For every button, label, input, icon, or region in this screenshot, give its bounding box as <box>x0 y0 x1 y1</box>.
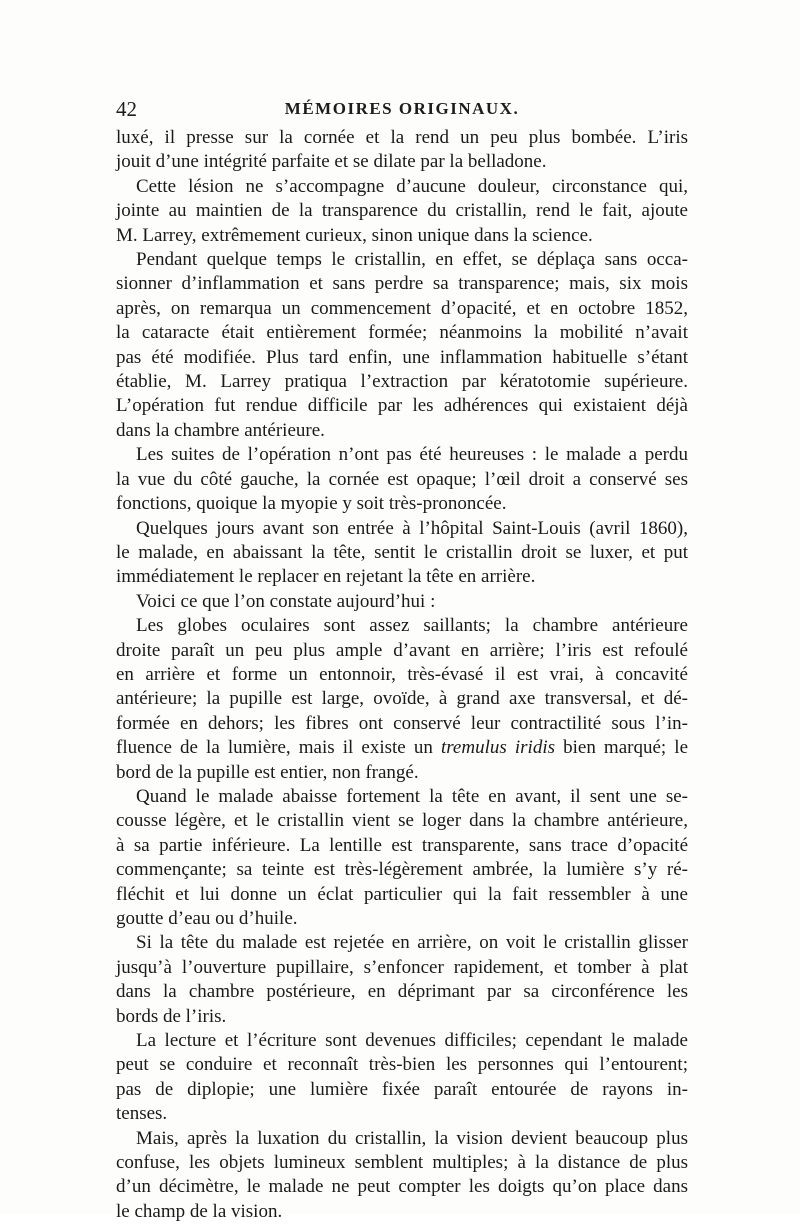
text-line: confuse, les objets lumineux semblent multiples; à la distance de plus <box>116 1152 688 1174</box>
text-line: après, on remarqua un commencement d’opacité, et en octobre 1852, <box>116 297 688 319</box>
paragraph <box>116 931 688 1029</box>
text-line: M. Larrey, extrêmement curieux, sinon unique dans la science. <box>116 224 593 246</box>
text-line: Les globes oculaires sont assez saillants; la chambre antérieure <box>136 615 688 637</box>
text-line: droite paraît un peu plus ample d’avant en arrière; l’iris est refoulé <box>116 639 688 661</box>
text-line: Pendant quelque temps le cristallin, en effet, se déplaça sans occa- <box>136 249 688 271</box>
paragraph <box>116 248 688 443</box>
text-line: La lecture et l’écriture sont devenues difficiles; cependant le malade <box>136 1030 688 1052</box>
text-line: pas de diplopie; une lumière fixée paraît entourée de rayons in- <box>116 1078 688 1100</box>
paragraph <box>116 126 688 175</box>
text-line: à sa partie inférieure. La lentille est transparente, sans trace d’opacité <box>116 834 688 856</box>
text-line: jusqu’à l’ouverture pupillaire, s’enfoncer rapidement, et tomber à plat <box>116 956 688 978</box>
paragraph <box>116 517 688 590</box>
paragraph <box>116 443 688 516</box>
text-line: d’un décimètre, le malade ne peut compter les doigts qu’on place dans <box>116 1176 688 1198</box>
text-line: Voici ce que l’on constate aujourd’hui : <box>136 590 436 612</box>
text-line: jouit d’une intégrité parfaite et se dilate par la belladone. <box>116 151 547 173</box>
text-segment: fluence de la lumière, mais il existe un <box>116 737 433 759</box>
paragraph <box>116 1127 688 1224</box>
text-line: Quand le malade abaisse fortement la tête en avant, il sent une se- <box>136 785 688 807</box>
paragraph <box>116 614 688 785</box>
text-line: cousse légère, et le cristallin vient se loger dans la chambre antérieure, <box>116 810 688 832</box>
text-line: Les suites de l’opération n’ont pas été heureuses : le malade a perdu <box>136 444 688 466</box>
text-line: tenses. <box>116 1103 168 1125</box>
text-line: pas été modifiée. Plus tard enfin, une inflammation habituelle s’étant <box>116 346 688 368</box>
paragraph <box>116 590 688 614</box>
text-line: antérieure; la pupille est large, ovoïde, à grand axe transversal, et dé- <box>116 688 688 710</box>
page-header <box>116 94 688 124</box>
text-line: la vue du côté gauche, la cornée est opaque; l’œil droit a conservé ses <box>116 468 688 490</box>
text-line: jointe au maintien de la transparence du cristallin, rend le fait, ajoute <box>116 200 688 222</box>
text-line: immédiatement le replacer en rejetant la tête en arrière. <box>116 566 536 588</box>
text-line: goutte d’eau ou d’huile. <box>116 908 298 929</box>
page-number: 42 <box>116 97 137 121</box>
body-text <box>116 126 688 1224</box>
text-line: le champ de la vision. <box>116 1200 283 1222</box>
text-line: peut se conduire et reconnaît très-bien les personnes qui l’entourent; <box>116 1054 688 1076</box>
text-line <box>116 736 688 760</box>
text-line: luxé, il presse sur la cornée et la rend un peu plus bombée. L’iris <box>116 127 688 148</box>
text-line: fléchit et lui donne un éclat particulier qui la fait ressembler à une <box>116 883 688 905</box>
text-line: bords de l’iris. <box>116 1005 227 1027</box>
text-line: en arrière et forme un entonnoir, très-évasé il est vrai, à concavité <box>116 663 688 685</box>
text-line: la cataracte était entièrement formée; néanmoins la mobilité n’avait <box>116 322 688 344</box>
text-line: dans la chambre antérieure. <box>116 419 325 441</box>
text-line: Mais, après la luxation du cristallin, la vision devient beaucoup plus <box>136 1127 688 1149</box>
text-line: Si la tête du malade est rejetée en arrière, on voit le cristallin glisser <box>136 932 688 954</box>
text-segment: bien marqué; le <box>563 737 689 759</box>
text-line: Quelques jours avant son entrée à l’hôpital Saint-Louis (avril 1860), <box>136 517 688 539</box>
text-line: sionner d’inflammation et sans perdre sa transparence; mais, six mois <box>116 273 688 295</box>
running-title: MÉMOIRES ORIGINAUX. <box>284 99 520 118</box>
paragraph <box>116 175 688 248</box>
text-line: formée en dehors; les fibres ont conservé leur contractilité sous l’in- <box>116 712 688 734</box>
paragraph <box>116 1029 688 1127</box>
latin-term: tremulus iridis <box>440 737 555 759</box>
text-line: commençante; sa teinte est très-légèrement ambrée, la lumière s’y ré- <box>116 859 688 881</box>
paragraph <box>116 785 688 931</box>
text-line: bord de la pupille est entier, non frangé. <box>116 761 419 783</box>
text-line: fonctions, quoique la myopie y soit très-prononcée. <box>116 493 507 515</box>
text-line: L’opération fut rendue difficile par les adhérences qui existaient déjà <box>116 395 688 417</box>
text-line: Cette lésion ne s’accompagne d’aucune douleur, circonstance qui, <box>136 175 688 197</box>
text-line: le malade, en abaissant la tête, sentit le cristallin droit se luxer, et put <box>116 541 688 563</box>
text-line: établie, M. Larrey pratiqua l’extraction par kératotomie supérieure. <box>116 371 688 393</box>
text-line: dans la chambre postérieure, en déprimant par sa circonférence les <box>116 981 688 1003</box>
